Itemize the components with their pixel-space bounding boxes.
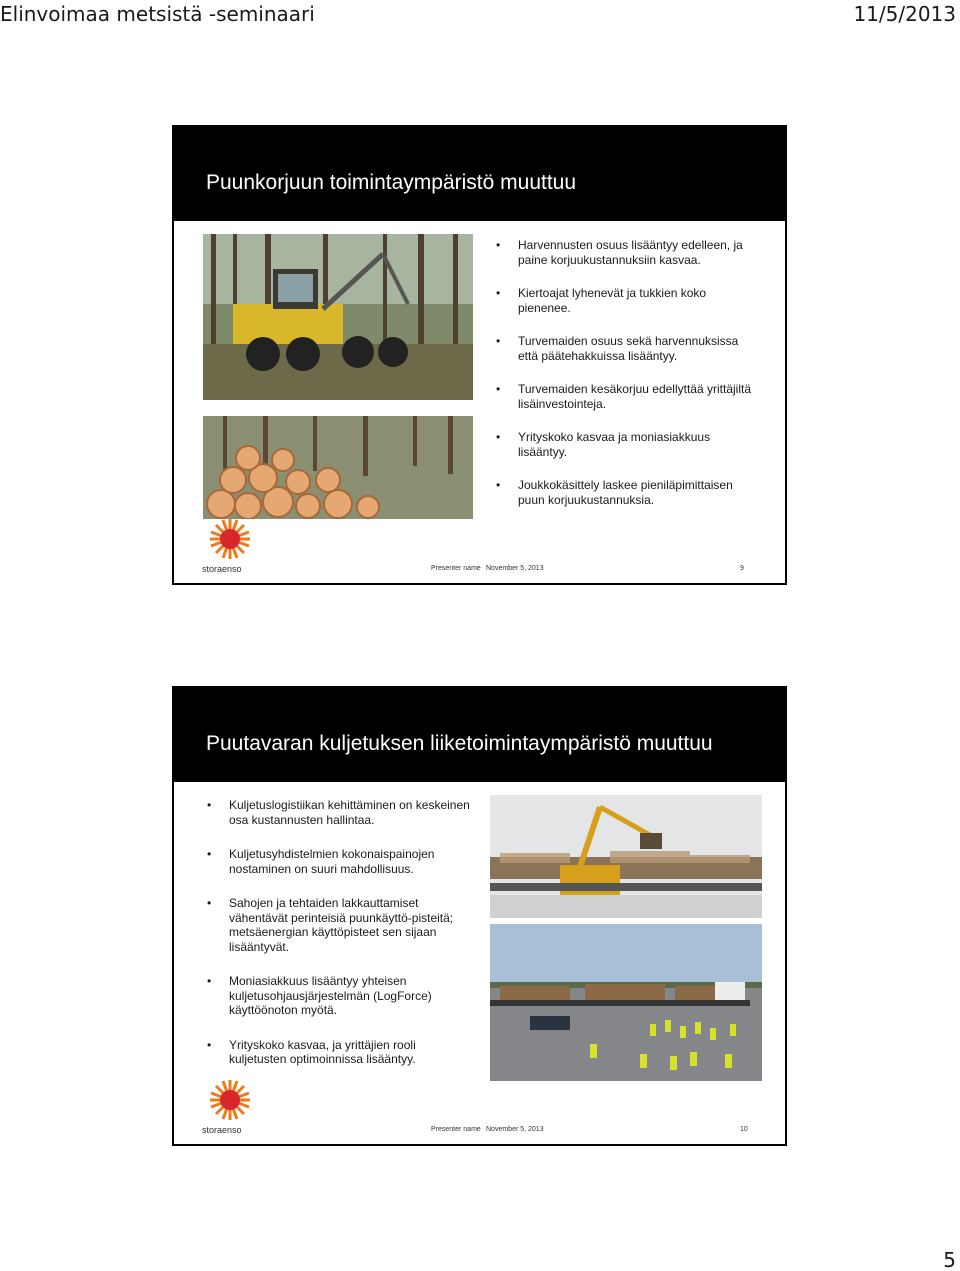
log-loader-photo — [490, 795, 762, 918]
bullet-item: • Harvennusten osuus lisääntyy edelleen, ja paine korjuukustannuksiin kasvaa. — [496, 238, 743, 267]
timber-trucks-photo — [490, 924, 762, 1081]
bullet-item: • Kiertoajat lyhenevät ja tukkien koko pienenee. — [496, 286, 707, 315]
bullet-item: • Turvemaiden kesäkorjuu edellyttää yrittäjiltä lisäinvestointeja. — [496, 382, 751, 411]
footer-presenter: Presenter name — [431, 565, 481, 572]
bullet-icon: • — [207, 896, 212, 910]
slide-10 — [172, 686, 787, 1146]
slide-bullet-list — [207, 798, 472, 1087]
bullet-item: • Sahojen ja tehtaiden lakkauttamiset vähentävät perinteisiä puunkäyttö-pisteitä; metsäenergian käyttöpisteet sen sijaan lisääntyvät. — [207, 896, 454, 954]
footer-presenter: Presenter name — [431, 1126, 481, 1133]
bullet-item: • Kuljetuslogistiikan kehittäminen on keskeinen osa kustannusten hallintaa. — [207, 798, 470, 827]
bullet-item: • Moniasiakkuus lisääntyy yhteisen kuljetusohjausjärjestelmän (LogForce) käyttöönoton myötä. — [207, 974, 432, 1017]
page-number: 5 — [943, 1248, 956, 1271]
bullet-item: • Turvemaiden osuus sekä harvennuksissa että päätehakkuissa lisääntyy. — [496, 334, 739, 363]
footer-date: November 5, 2013 — [486, 565, 544, 572]
bullet-icon: • — [207, 798, 212, 812]
footer-slide-number: 10 — [740, 1126, 748, 1133]
slide-title: Puutavaran kuljetuksen liiketoimintaympäristö muuttuu — [206, 732, 713, 755]
bullet-item: • Kuljetusyhdistelmien kokonaispainojen nostaminen on suuri mahdollisuus. — [207, 847, 435, 876]
document-header-title: Elinvoimaa metsistä -seminaari — [0, 2, 315, 26]
bullet-icon: • — [207, 847, 212, 861]
log-pile-photo — [203, 416, 473, 519]
bullet-icon: • — [496, 430, 501, 444]
slide-bullet-list — [496, 238, 756, 526]
bullet-icon: • — [496, 238, 501, 252]
svg-text:storaenso: storaenso — [202, 564, 242, 574]
harvester-photo — [203, 234, 473, 400]
stora-enso-logo-icon — [200, 517, 260, 575]
bullet-icon: • — [207, 974, 212, 988]
stora-enso-logo-icon — [200, 1078, 260, 1136]
slide-9 — [172, 125, 787, 585]
bullet-icon: • — [496, 286, 501, 300]
slide-title: Puunkorjuun toimintaympäristö muuttuu — [206, 171, 577, 194]
bullet-icon: • — [496, 382, 501, 396]
footer-date: November 5, 2013 — [486, 1126, 544, 1133]
document-header-date: 11/5/2013 — [853, 2, 956, 26]
bullet-icon: • — [496, 334, 501, 348]
slide-title-bar — [174, 127, 785, 221]
bullet-item: • Joukkokäsittely laskee pieniläpimittaisen puun korjuukustannuksia. — [496, 478, 733, 507]
bullet-icon: • — [496, 478, 501, 492]
bullet-item: • Yrityskoko kasvaa ja moniasiakkuus lisääntyy. — [496, 430, 711, 459]
bullet-item: • Yrityskoko kasvaa, ja yrittäjien rooli kuljetusten optimoinnissa lisääntyy. — [207, 1037, 416, 1066]
svg-text:storaenso: storaenso — [202, 1125, 242, 1135]
bullet-icon: • — [207, 1037, 212, 1052]
slide-title-bar — [174, 688, 785, 782]
footer-slide-number: 9 — [740, 565, 744, 572]
